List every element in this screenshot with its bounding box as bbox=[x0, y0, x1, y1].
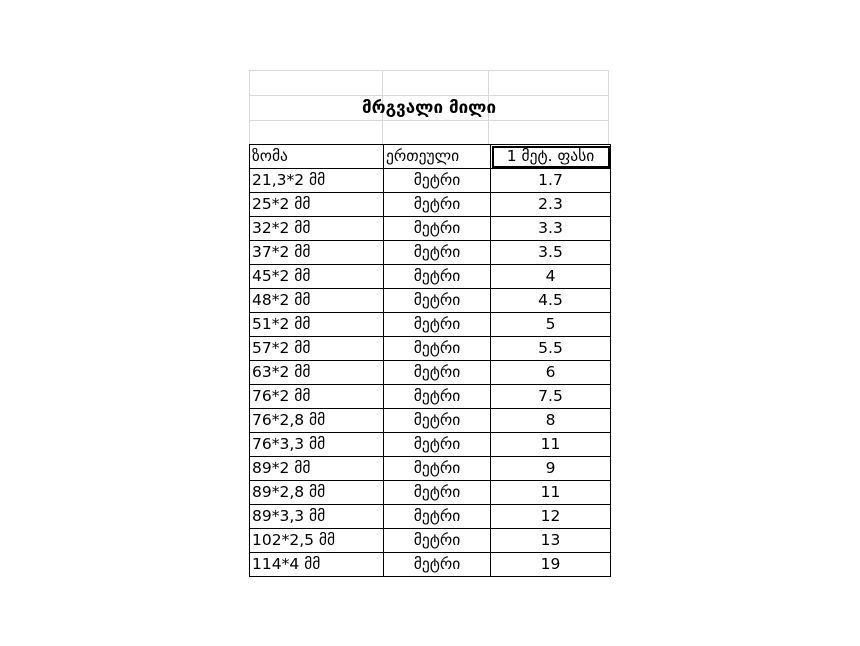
table-row bbox=[250, 385, 611, 409]
table-row bbox=[250, 457, 611, 481]
price-cell[interactable]: 6 bbox=[491, 361, 611, 385]
price-cell[interactable]: 12 bbox=[491, 505, 611, 529]
size-cell[interactable]: 63*2 მმ bbox=[250, 361, 384, 385]
size-cell[interactable]: 45*2 მმ bbox=[250, 265, 384, 289]
price-cell[interactable]: 3.5 bbox=[491, 241, 611, 265]
unit-cell[interactable]: მეტრი bbox=[384, 217, 491, 241]
price-table bbox=[249, 144, 611, 577]
unit-cell[interactable]: მეტრი bbox=[384, 337, 491, 361]
price-cell[interactable]: 19 bbox=[491, 553, 611, 577]
price-cell[interactable]: 3.3 bbox=[491, 217, 611, 241]
price-cell[interactable]: 8 bbox=[491, 409, 611, 433]
table-row bbox=[250, 361, 611, 385]
size-cell[interactable]: 76*2 მმ bbox=[250, 385, 384, 409]
size-cell[interactable]: 48*2 მმ bbox=[250, 289, 384, 313]
size-cell[interactable]: 51*2 მმ bbox=[250, 313, 384, 337]
unit-cell[interactable]: მეტრი bbox=[384, 553, 491, 577]
price-cell[interactable]: 13 bbox=[491, 529, 611, 553]
unit-cell[interactable]: მეტრი bbox=[384, 529, 491, 553]
table-row bbox=[250, 313, 611, 337]
price-cell[interactable]: 5.5 bbox=[491, 337, 611, 361]
table-row bbox=[250, 433, 611, 457]
unit-cell[interactable]: მეტრი bbox=[384, 505, 491, 529]
unit-cell[interactable]: მეტრი bbox=[384, 433, 491, 457]
table-row bbox=[250, 505, 611, 529]
unit-cell[interactable]: მეტრი bbox=[384, 193, 491, 217]
size-cell[interactable]: 89*2 მმ bbox=[250, 457, 384, 481]
gridline bbox=[249, 70, 609, 71]
table-row bbox=[250, 289, 611, 313]
size-cell[interactable]: 21,3*2 მმ bbox=[250, 169, 384, 193]
price-cell[interactable]: 1.7 bbox=[491, 169, 611, 193]
unit-cell[interactable]: მეტრი bbox=[384, 265, 491, 289]
unit-cell[interactable]: მეტრი bbox=[384, 385, 491, 409]
table-row bbox=[250, 409, 611, 433]
table-row bbox=[250, 169, 611, 193]
table-row bbox=[250, 529, 611, 553]
table-title: მრგვალი მილი bbox=[361, 98, 497, 118]
price-cell[interactable]: 9 bbox=[491, 457, 611, 481]
size-cell[interactable]: 102*2,5 მმ bbox=[250, 529, 384, 553]
price-cell[interactable]: 11 bbox=[491, 481, 611, 505]
header-unit[interactable]: ერთეული bbox=[384, 145, 491, 169]
price-cell[interactable]: 4 bbox=[491, 265, 611, 289]
table-row bbox=[250, 241, 611, 265]
table-row bbox=[250, 193, 611, 217]
gridline bbox=[249, 120, 609, 121]
size-cell[interactable]: 89*2,8 მმ bbox=[250, 481, 384, 505]
price-cell[interactable]: 7.5 bbox=[491, 385, 611, 409]
price-cell[interactable]: 11 bbox=[491, 433, 611, 457]
unit-cell[interactable]: მეტრი bbox=[384, 169, 491, 193]
size-cell[interactable]: 25*2 მმ bbox=[250, 193, 384, 217]
unit-cell[interactable]: მეტრი bbox=[384, 361, 491, 385]
unit-cell[interactable]: მეტრი bbox=[384, 313, 491, 337]
table-row bbox=[250, 553, 611, 577]
price-cell[interactable]: 5 bbox=[491, 313, 611, 337]
header-price-selected-cell[interactable]: 1 მეტ. ფასი bbox=[491, 145, 611, 169]
table-row bbox=[250, 265, 611, 289]
unit-cell[interactable]: მეტრი bbox=[384, 457, 491, 481]
size-cell[interactable]: 114*4 მმ bbox=[250, 553, 384, 577]
size-cell[interactable]: 32*2 მმ bbox=[250, 217, 384, 241]
size-cell[interactable]: 89*3,3 მმ bbox=[250, 505, 384, 529]
size-cell[interactable]: 57*2 მმ bbox=[250, 337, 384, 361]
price-cell[interactable]: 2.3 bbox=[491, 193, 611, 217]
table-row bbox=[250, 481, 611, 505]
header-size[interactable]: ზომა bbox=[250, 145, 384, 169]
table-row bbox=[250, 337, 611, 361]
size-cell[interactable]: 76*2,8 მმ bbox=[250, 409, 384, 433]
header-row bbox=[250, 145, 611, 169]
unit-cell[interactable]: მეტრი bbox=[384, 241, 491, 265]
unit-cell[interactable]: მეტრი bbox=[384, 481, 491, 505]
price-cell[interactable]: 4.5 bbox=[491, 289, 611, 313]
unit-cell[interactable]: მეტრი bbox=[384, 409, 491, 433]
size-cell[interactable]: 76*3,3 მმ bbox=[250, 433, 384, 457]
size-cell[interactable]: 37*2 მმ bbox=[250, 241, 384, 265]
table-row bbox=[250, 217, 611, 241]
unit-cell[interactable]: მეტრი bbox=[384, 289, 491, 313]
